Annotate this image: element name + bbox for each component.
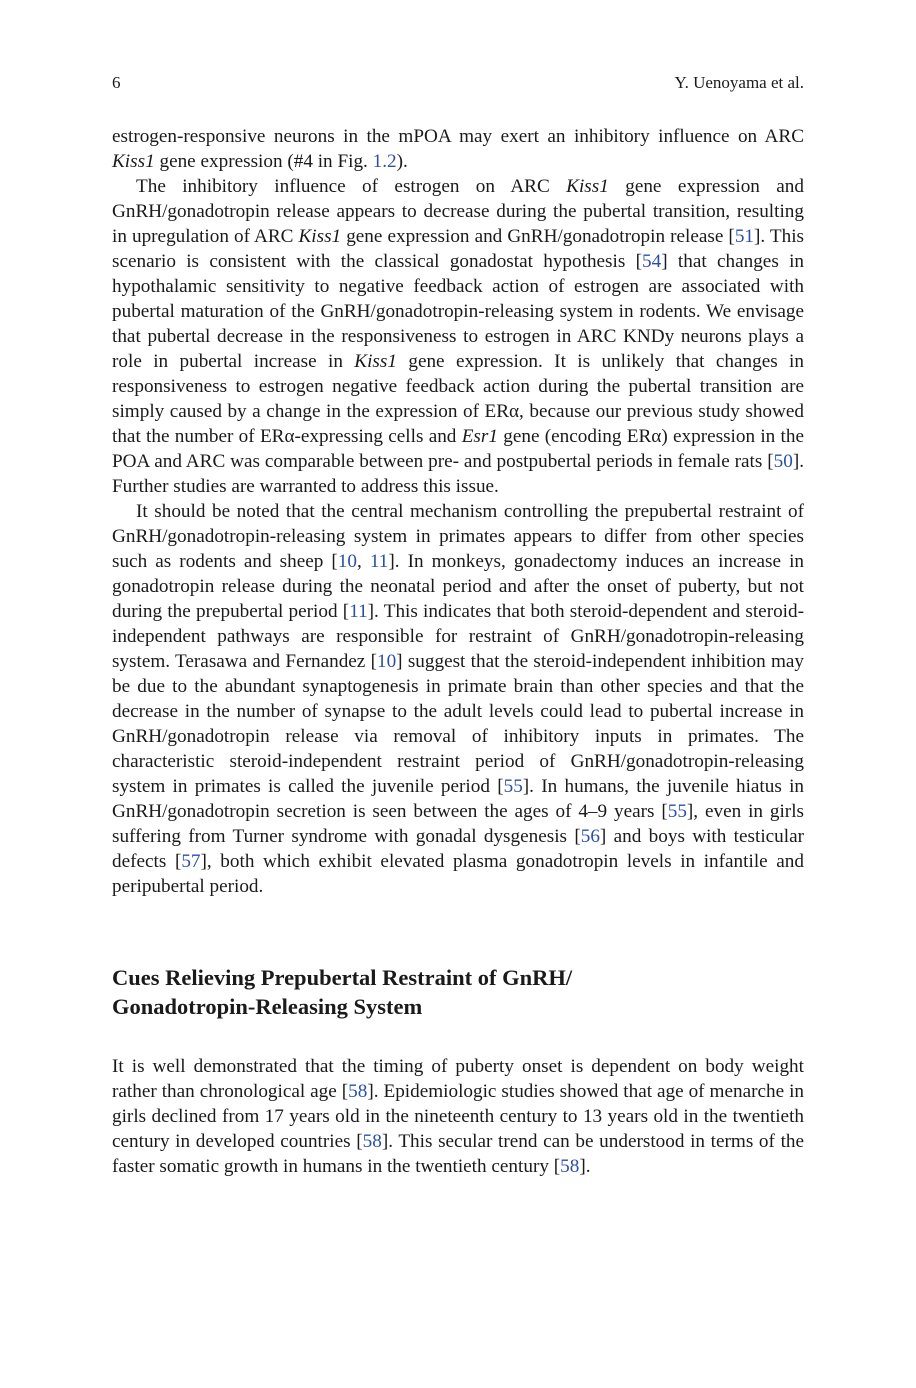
- citation-link[interactable]: 51: [734, 226, 754, 247]
- text-run: ).: [396, 151, 408, 172]
- body-text: [112, 124, 804, 1179]
- citation-link[interactable]: 56: [580, 826, 600, 847]
- citation-link[interactable]: 11: [349, 601, 368, 622]
- text-run: It should be noted that the central mechanism controlling the prepubertal restraint of GnRH/gonadotropin-releasing system in primates appears to differ from other species such as rodents and sheep [: [112, 501, 804, 572]
- citation-link[interactable]: 55: [503, 776, 523, 797]
- text-run: gene expression and GnRH/gonadotropin release [: [341, 226, 735, 247]
- text-run: ] and boys with testicular defects [: [112, 826, 804, 872]
- gene-name: Kiss1: [298, 226, 342, 247]
- text-run: ] suggest that the steroid-independent inhibition may be due to the abundant synaptogenesis in primate brain than other species and that the decrease in the number of synapse to the adult levels could lead to pubertal increase in GnRH/gonadotropin release via removal of inhibitory inputs in primates. The characteristic steroid-independent restraint period of GnRH/gonadotropin-releasing system in primates is called the juvenile period [: [112, 651, 804, 797]
- text-run: estrogen-responsive neurons in the mPOA may exert an inhibitory influence on ARC: [112, 126, 804, 147]
- citation-link[interactable]: 50: [773, 451, 793, 472]
- text-run: ] that changes in hypothalamic sensitivity to negative feedback action of estrogen are associated with pubertal maturation of the GnRH/gonadotropin-releasing system in rodents. We envisage that pubertal decrease in the responsiveness to estrogen in ARC KNDy neurons plays a role in pubertal increase in: [112, 251, 805, 372]
- text-run: ], even in girls suffering from Turner syndrome with gonadal dysgenesis [: [112, 801, 804, 847]
- citation-link[interactable]: 10: [337, 551, 357, 572]
- gene-name: Esr1: [461, 426, 498, 447]
- text-run: It is well demonstrated that the timing of puberty onset is dependent on body weight rather than chronological age [: [112, 1056, 804, 1102]
- text-run: gene (encoding ERα) expression in the POA and ARC was comparable between pre- and postpubertal periods in female rats [: [112, 426, 804, 472]
- gene-name: Kiss1: [566, 176, 609, 197]
- gene-name: Kiss1: [112, 151, 155, 172]
- paragraph-3: [112, 499, 804, 899]
- text-run: ]. Epidemiologic studies showed that age of menarche in girls declined from 17 years old in the nineteenth century to 13 years old in the twentieth century in developed countries [: [112, 1081, 804, 1152]
- text-run: ]. In monkeys, gonadectomy induces an increase in gonadotropin release during the neonatal period and after the onset of puberty, but not during the prepubertal period [: [112, 551, 804, 622]
- text-run: gene expression. It is unlikely that changes in responsiveness to estrogen negative feedback action during the pubertal transition are simply caused by a change in the expression of ERα, because our previous study showed that the number of ERα-expressing cells and: [112, 351, 804, 447]
- text-run: gene expression (#4 in Fig.: [154, 151, 373, 172]
- text-run: ]. This secular trend can be understood in terms of the faster somatic growth in humans in the twentieth century [: [112, 1131, 805, 1177]
- text-run: ,: [357, 551, 370, 572]
- paragraph-2: [112, 174, 804, 499]
- citation-link[interactable]: 11: [369, 551, 389, 572]
- section-heading: [112, 963, 804, 1021]
- citation-link[interactable]: 10: [376, 651, 397, 672]
- paragraph-4: [112, 1054, 804, 1179]
- text-run: The inhibitory influence of estrogen on ARC: [136, 176, 567, 197]
- running-authors: Y. Uenoyama et al.: [674, 73, 804, 92]
- paragraph-1: [112, 124, 804, 174]
- text-run: ]. In humans, the juvenile hiatus in GnRH/gonadotropin secretion is seen between the ages of 4–9 years [: [112, 776, 804, 822]
- text-run: ]. Further studies are warranted to address this issue.: [112, 451, 804, 497]
- citation-link[interactable]: 55: [667, 801, 687, 822]
- gene-name: Kiss1: [354, 351, 397, 372]
- text-run: ]. This indicates that both steroid-dependent and steroid-independent pathways are responsible for restraint of GnRH/gonadotropin-releasing system. Terasawa and Fernandez [: [112, 601, 805, 672]
- section-heading-line-2: Gonadotropin-Releasing System: [112, 994, 423, 1019]
- figure-link[interactable]: 1.2: [372, 151, 397, 172]
- text-run: ]. This scenario is consistent with the classical gonadostat hypothesis [: [112, 226, 804, 272]
- citation-link[interactable]: 54: [642, 251, 662, 272]
- page-number: 6: [112, 73, 121, 92]
- citation-link[interactable]: 57: [181, 851, 201, 872]
- text-run: ], both which exhibit elevated plasma gonadotropin levels in infantile and peripubertal period.: [112, 851, 804, 897]
- section-heading-line-1: Cues Relieving Prepubertal Restraint of GnRH/: [112, 965, 573, 990]
- citation-link[interactable]: 58: [560, 1156, 580, 1177]
- text-run: gene expression and GnRH/gonadotropin release appears to decrease during the pubertal transition, resulting in upregulation of ARC: [112, 176, 804, 247]
- text-run: ].: [579, 1156, 591, 1177]
- citation-link[interactable]: 58: [348, 1081, 368, 1102]
- citation-link[interactable]: 58: [362, 1131, 382, 1152]
